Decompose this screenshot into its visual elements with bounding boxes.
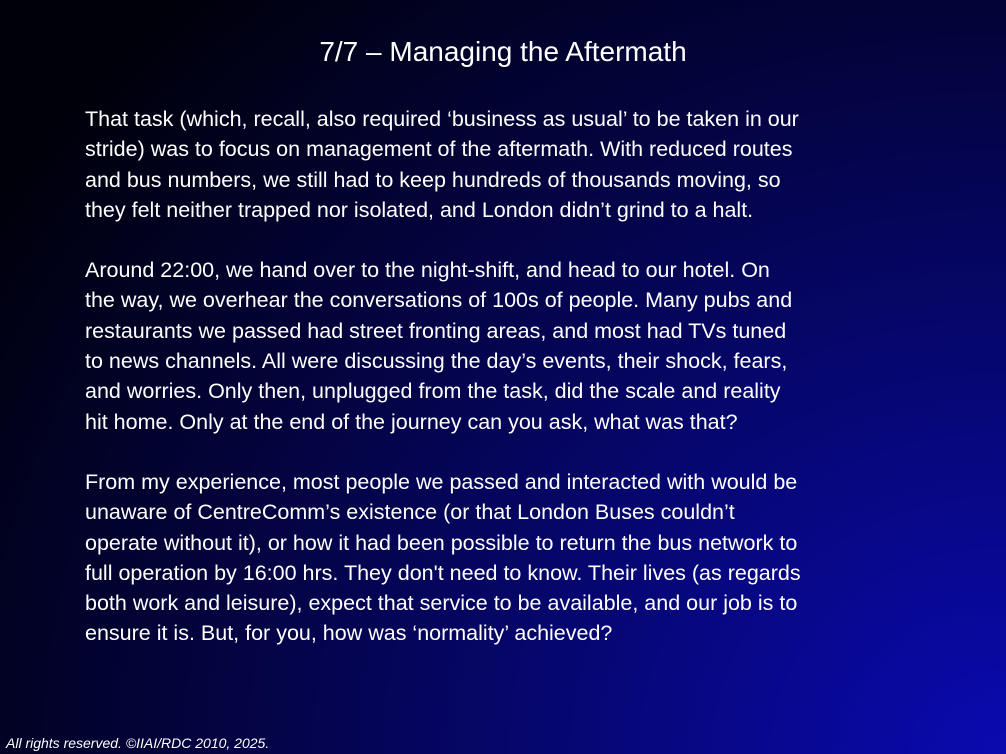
copyright-footer: All rights reserved. ©IIAI/RDC 2010, 2025. bbox=[6, 735, 270, 751]
slide-title: 7/7 – Managing the Aftermath bbox=[319, 36, 687, 67]
paragraph-task-aftermath: That task (which, recall, also required ‘business as usual’ to be taken in our stride) was to focus on management of the aftermath. With reduced routes and bus numbers, we still had to keep hundreds of thousands moving, so they felt neither trapped nor isolated, and London didn’t grind to a halt. bbox=[85, 107, 799, 222]
paragraph-normality: From my experience, most people we passed and interacted with would be unaware of CentreComm’s existence (or that London Buses couldn’t operate without it), or how it had been possible to return the bus network to full operation by 16:00 hrs. They don't need to know. Their lives (as regards both work and leisure), expect that service to be available, and our job is to ensure it is. But, for you, how was ‘normality’ achieved? bbox=[85, 469, 801, 646]
paragraph-night-shift: Around 22:00, we hand over to the night-shift, and head to our hotel. On the way, we overhear the conversations of 100s of people. Many pubs and restaurants we passed had street fronting areas, and most had TVs tuned to news channels. All were discussing the day’s events, their shock, fears, and worries. Only then, unplugged from the task, did the scale and reality hit home. Only at the end of the journey can you ask, what was that? bbox=[85, 258, 793, 434]
slide-body bbox=[85, 104, 945, 679]
